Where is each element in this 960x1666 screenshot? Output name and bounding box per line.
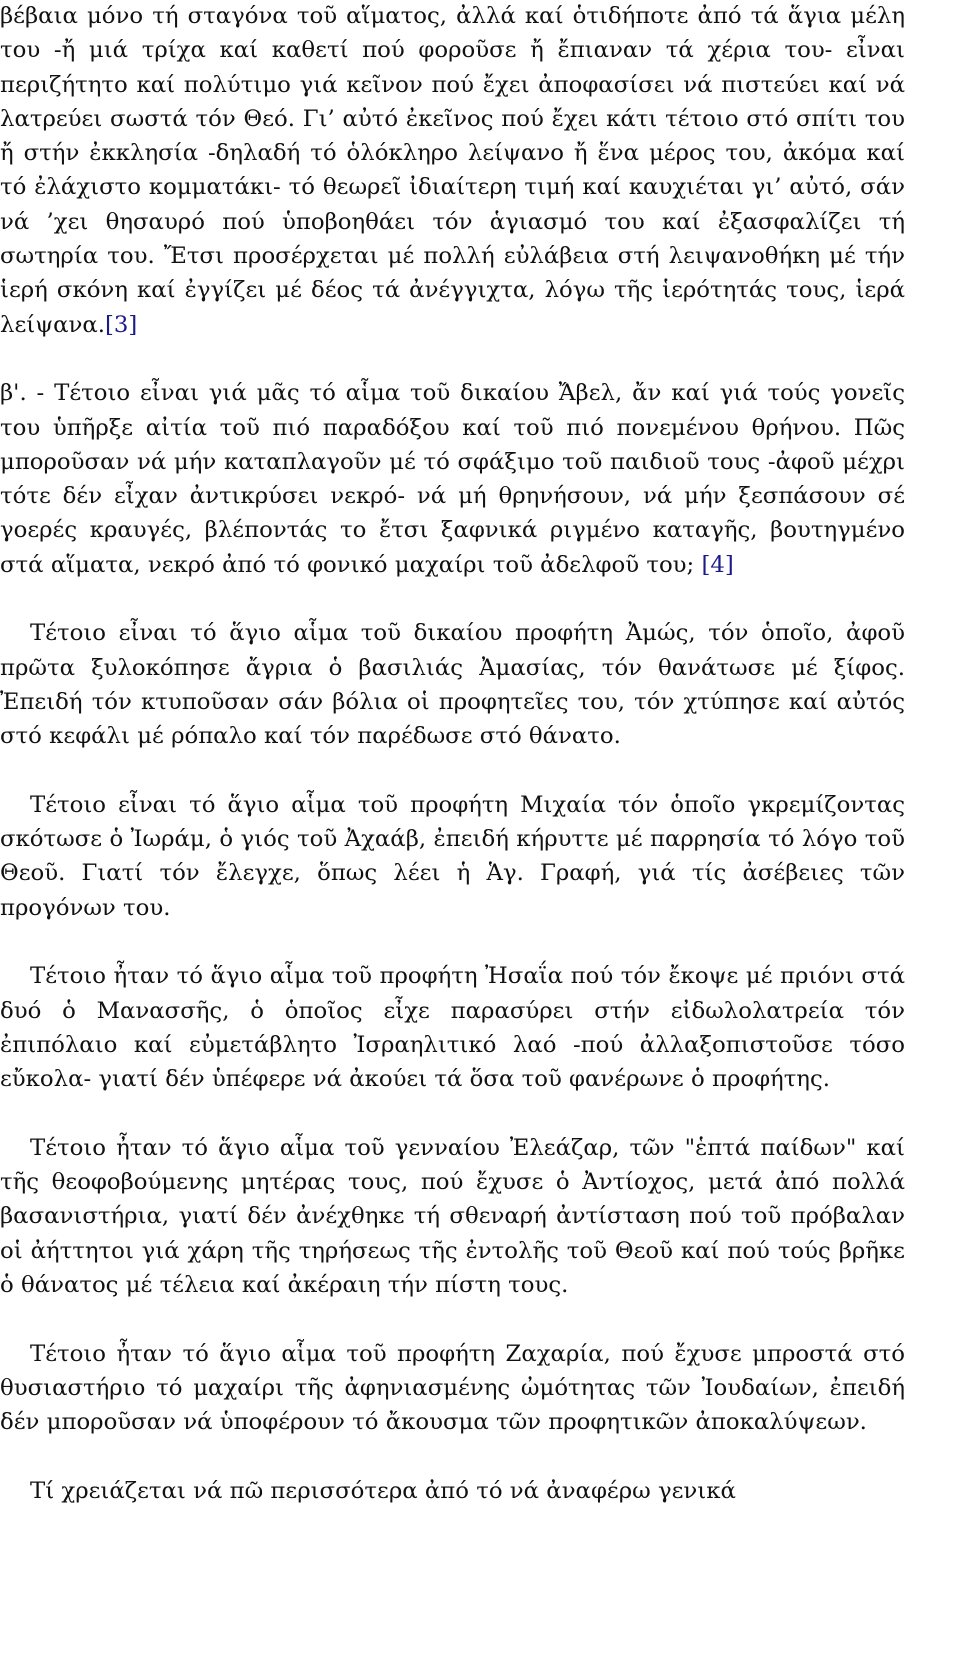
- paragraph-text: β'. - Τέτοιο εἶναι γιά μᾶς τό αἷμα τοῦ δικαίου Ἄβελ, ἄν καί γιά τούς γονεῖς του ὑπῆρξε αἰτία τοῦ πιό παραδόξου καί τοῦ πιό πονεμένου θρήνου. Πῶς μποροῦσαν νά μήν καταπλαγοῦν μέ τό σφάξιμο τοῦ παιδιοῦ τους -ἀφοῦ μέχρι τότε δέν εἶχαν ἀντικρύσει νεκρό- νά μή θρηνήσουν, νά μήν ξεσπάσουν σέ γοερές κραυγές, βλέποντάς το ἔτσι ξαφνικά ριγμένο καταγῆς, βουτηγμένο στά αἵματα, νεκρό ἀπό τό φονικό μαχαίρι τοῦ ἀδελφοῦ του;: [0, 380, 905, 578]
- paragraph-micah: [0, 788, 905, 925]
- paragraph-isaiah: [0, 959, 905, 1096]
- paragraph-final: [0, 1474, 905, 1508]
- footnote-link-3[interactable]: [3]: [104, 311, 138, 338]
- paragraph-text: Τέτοιο εἶναι τό ἅγιο αἷμα τοῦ δικαίου προφήτη Ἀμώς, τόν ὁποῖο, ἀφοῦ πρῶτα ξυλοκόπησε ἄγρια ὁ βασιλιάς Ἀμασίας, τόν θανάτωσε μέ ξίφος. Ἐπειδή τόν κτυποῦσαν σάν βόλια οἱ προφητεῖες του, τόν χτύπησε καί αὐτός στό κεφάλι μέ ρόπαλο καί τόν παρέδωσε στό θάνατο.: [0, 620, 905, 750]
- paragraph-abel: [0, 376, 905, 582]
- paragraph-text: Τέτοιο ἦταν τό ἅγιο αἷμα τοῦ προφήτη Ἠσαΐα πού τόν ἔκοψε μέ πριόνι στά δυό ὁ Μανασσῆς, ὁ ὁποῖος εἶχε παρασύρει στήν εἰδωλολατρεία τόν ἐπιπόλαιο καί εὐμετάβλητο Ἰσραηλιτικό λαό -πού ἀλλαξοπιστοῦσε τόσο εὔκολα- γιατί δέν ὑπέφερε νά ἀκούει τά ὅσα τοῦ φανέρωνε ὁ προφήτης.: [0, 963, 905, 1093]
- footnote-link-4[interactable]: [4]: [701, 551, 734, 578]
- paragraph-text: Τί χρειάζεται νά πῶ περισσότερα ἀπό τό νά ἀναφέρω γενικά: [30, 1477, 736, 1504]
- paragraph-text: βέβαια μόνο τή σταγόνα τοῦ αἵματος, ἀλλά καί ὁτιδήποτε ἀπό τά ἅγια μέλη του -ἤ μιά τρίχα καί καθετί πού φοροῦσε ἤ ἔπιαναν τά χέρια του- εἶναι περιζήτητο καί πολύτιμο γιά κεῖνον πού ἔχει ἀποφασίσει νά πιστεύει καί νά λατρεύει σωστά τόν Θεό. Γι’ αὐτό ἐκεῖνος πού ἔχει κάτι τέτοιο στό σπίτι του ἤ στήν ἐκκλησία -δηλαδή τό ὁλόκληρο λείψανο ἤ ἕνα μέρος του, ἀκόμα καί τό ἐλάχιστο κομματάκι- τό θεωρεῖ ἰδιαίτερη τιμή καί καυχιέται γι’ αὐτό, σάν νά ’χει θησαυρό πού ὑποβοηθάει τόν ἁγιασμό του καί ἐξασφαλίζει τή σωτηρία του. Ἔτσι προσέρχεται μέ πολλή εὐλάβεια στή λειψανοθήκη μέ τήν ἱερή σκόνη καί ἐγγίζει μέ δέος τά ἀνέγγιχτα, λόγω τῆς ἱερότητάς τους, ἱερά λείψανα.: [0, 3, 905, 338]
- paragraph-text: Τέτοιο ἦταν τό ἅγιο αἷμα τοῦ προφήτη Ζαχαρία, πού ἔχυσε μπροστά στό θυσιαστήριο τό μαχαίρι τῆς ἀφηνιασμένης ὠμότητας τῶν Ἰουδαίων, ἐπειδή δέν μποροῦσαν νά ὑποφέρουν τό ἄκουσμα τῶν προφητικῶν ἀποκαλύψεων.: [0, 1340, 905, 1436]
- paragraph-text: Τέτοιο ἦταν τό ἅγιο αἷμα τοῦ γενναίου Ἐλεάζαρ, τῶν "ἑπτά παίδων" καί τῆς θεοφοβούμενης μητέρας τους, πού ἔχυσε ὁ Ἀντίοχος, μετά ἀπό πολλά βασανιστήρια, γιατί δέν ἀνέχθηκε τή σθεναρή ἀντίσταση πού τοῦ πρόβαλαν οἱ ἀήττητοι γιά χάρη τῆς τηρήσεως τῆς ἐντολῆς τοῦ Θεοῦ καί πού τούς βρῆκε ὁ θάνατος μέ τέλεια καί ἀκέραιη τήν πίστη τους.: [0, 1134, 905, 1298]
- paragraph-zechariah: [0, 1337, 905, 1440]
- paragraph-relics: [0, 0, 905, 342]
- paragraph-text: Τέτοιο εἶναι τό ἅγιο αἷμα τοῦ προφήτη Μιχαία τόν ὁποῖο γκρεμίζοντας σκότωσε ὁ Ἰωράμ, ὁ γιός τοῦ Ἀχαάβ, ἐπειδή κήρυττε μέ παρρησία τό λόγο τοῦ Θεοῦ. Γιατί τόν ἔλεγχε, ὅπως λέει ἡ Ἁγ. Γραφή, γιά τίς ἀσέβειες τῶν προγόνων του.: [0, 791, 905, 921]
- paragraph-eleazar: [0, 1131, 905, 1302]
- paragraph-amos: [0, 616, 905, 753]
